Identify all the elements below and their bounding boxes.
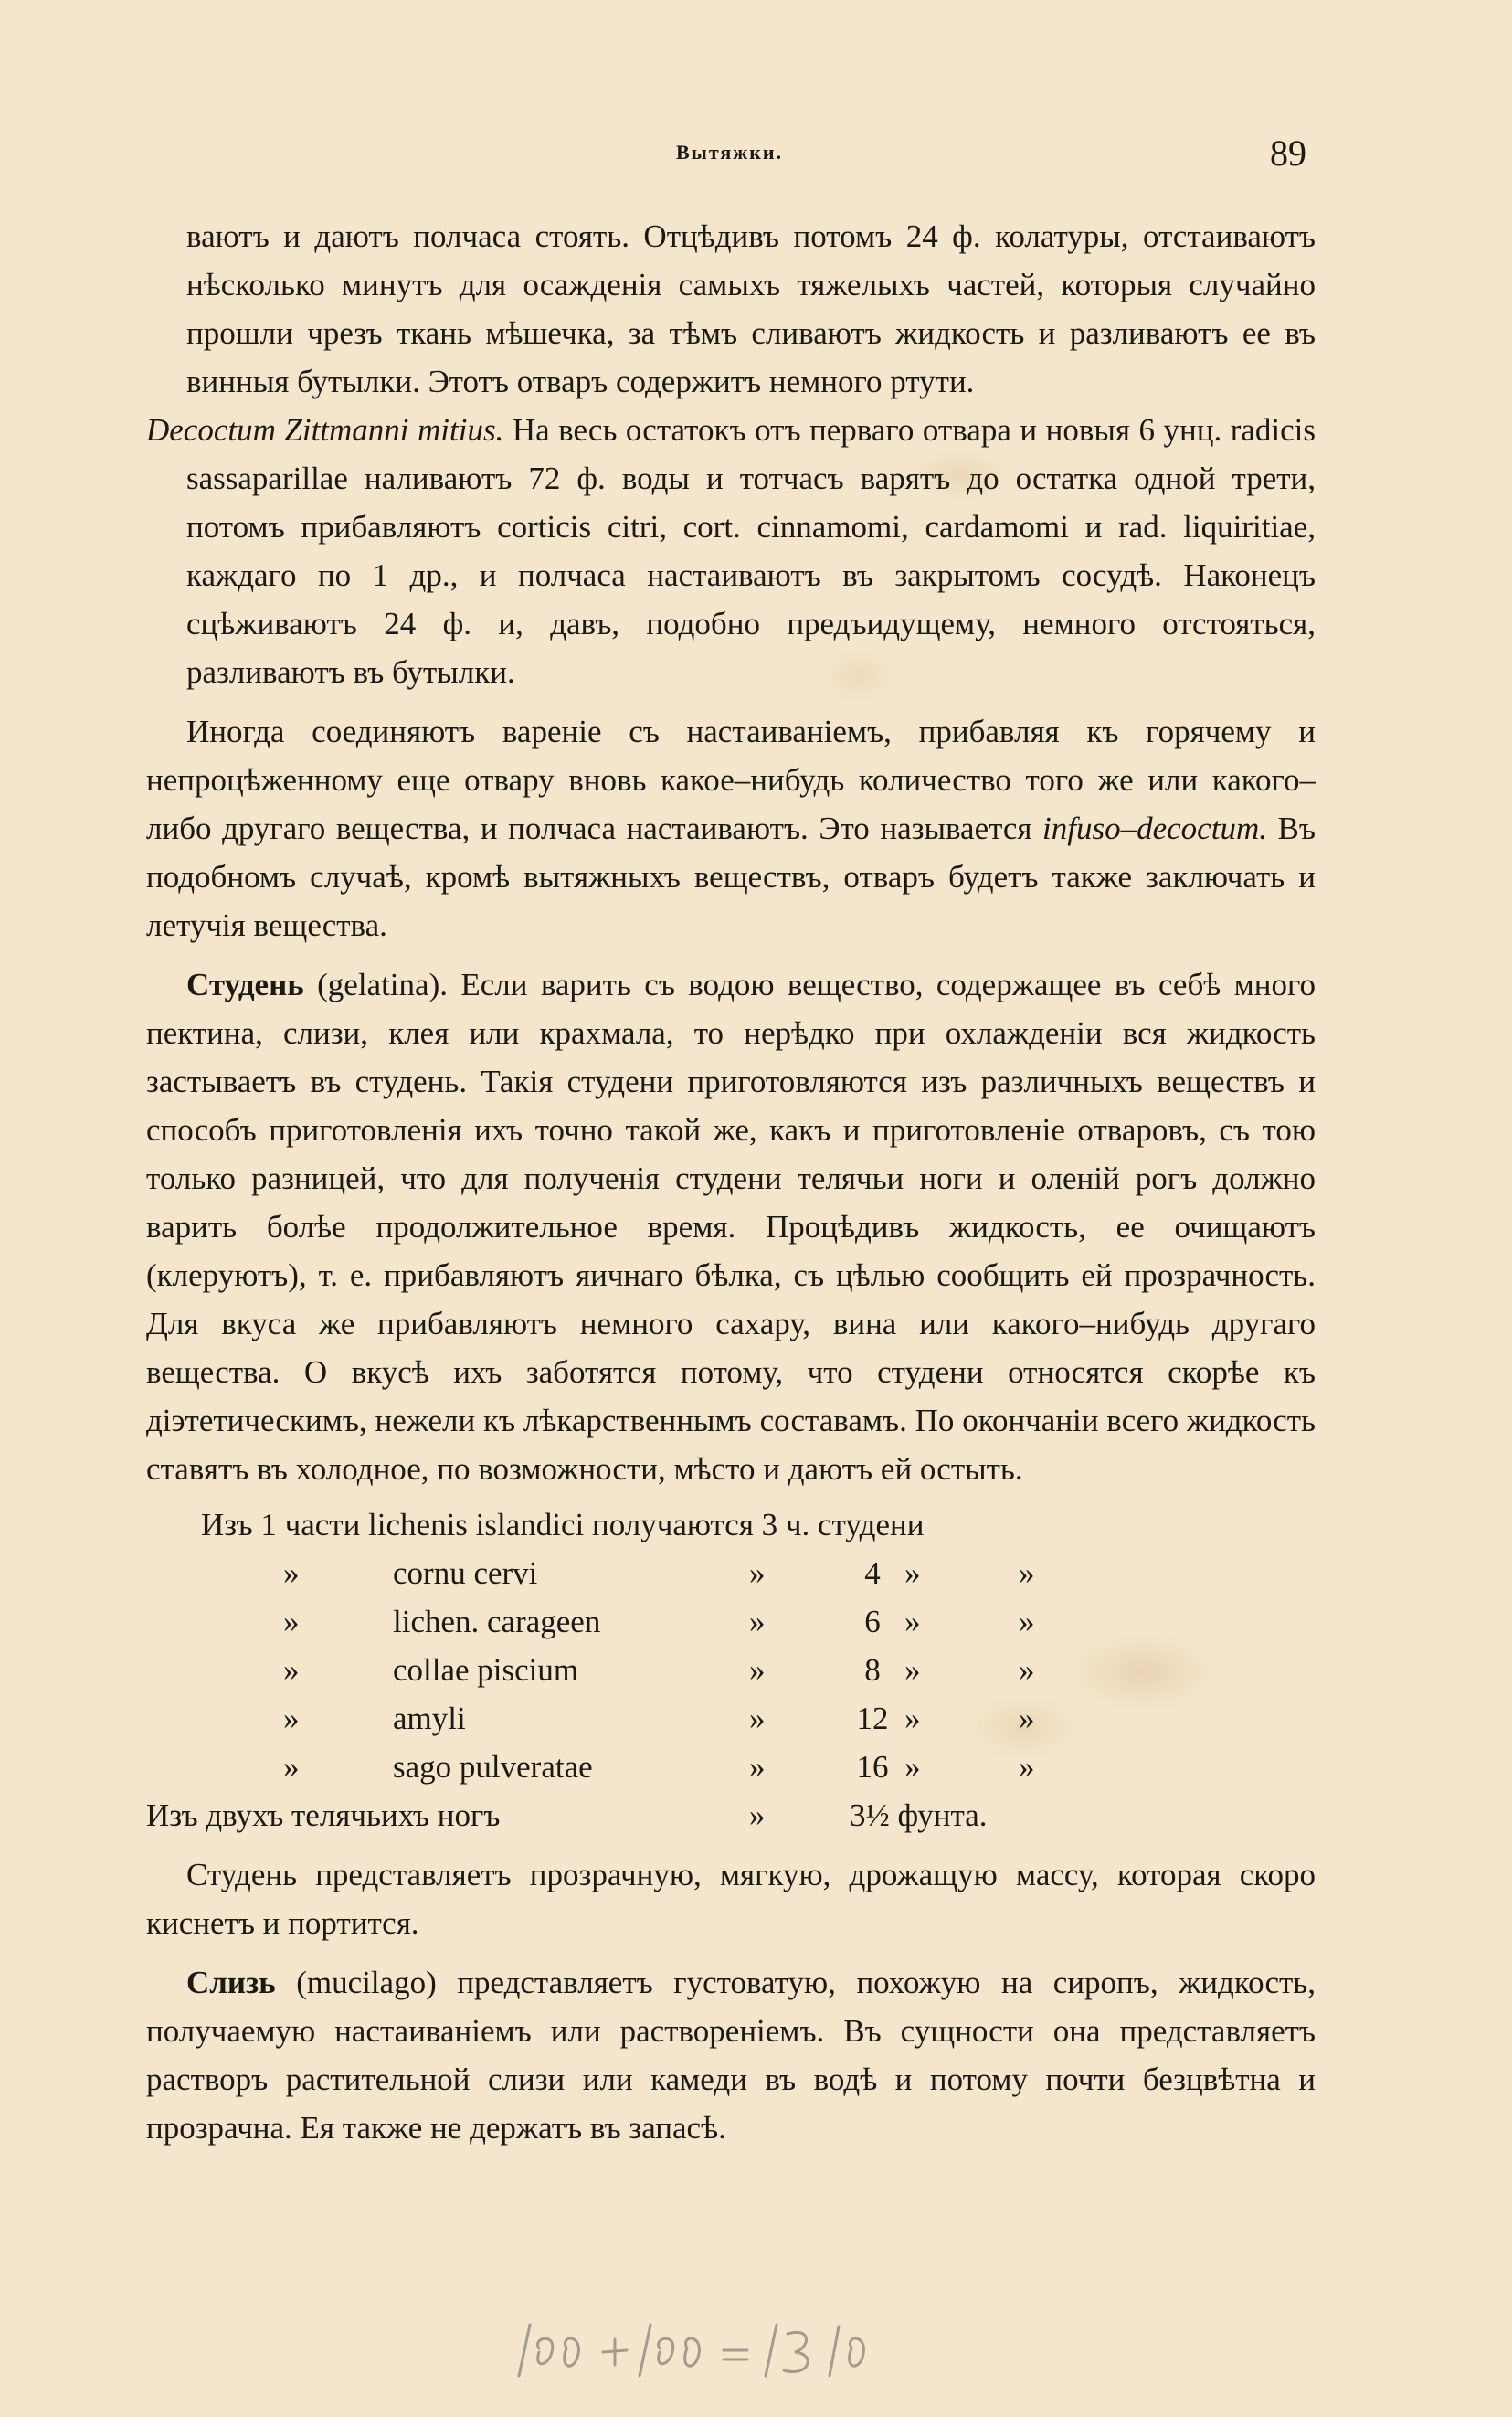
- term-infuso-decoctum: infuso–decoctum.: [1042, 811, 1267, 846]
- paragraph-gelatina: [146, 960, 1316, 1493]
- ditto-mark: »: [904, 1701, 921, 1736]
- running-title: Вытяжки.: [676, 141, 784, 164]
- ditto-mark: »: [749, 1749, 766, 1785]
- ditto-mark: »: [749, 1797, 766, 1833]
- paragraph-text: Въ подобномъ случаѣ, кромѣ вытяжныхъ веществъ, отваръ будетъ также заключать и летучія вещества.: [146, 811, 1316, 943]
- paragraph-infuso-decoctum: [146, 707, 1316, 949]
- paragraph-mucilago: [146, 1958, 1316, 2152]
- ditto-mark: »: [1019, 1555, 1035, 1591]
- handwritten-pencil-note: [512, 2312, 932, 2385]
- yield-amount: 4: [864, 1555, 881, 1591]
- table-row: [146, 1646, 1316, 1694]
- yield-amount: 12: [856, 1701, 889, 1736]
- table-row-lead: Изъ двухъ телячьихъ ногъ: [146, 1797, 501, 1833]
- ditto-mark: »: [749, 1604, 766, 1639]
- table-row: [146, 1791, 1316, 1839]
- table-row: [146, 1549, 1316, 1597]
- paragraph-gelatina-properties: Студень представляетъ прозрачную, мягкую, дрожащую массу, которая скоро киснетъ и портится.: [146, 1857, 1316, 1941]
- term-mucilago: Слизь: [186, 1965, 276, 2000]
- yield-amount: 8: [864, 1652, 881, 1688]
- ditto-mark: »: [749, 1701, 766, 1736]
- yield-amount: 16: [856, 1749, 889, 1785]
- table-row: [146, 1743, 1316, 1791]
- ditto-mark: »: [283, 1555, 300, 1591]
- ditto-mark: »: [283, 1749, 300, 1785]
- term-decoctum-zittmanni: Decoctum Zittmanni mitius.: [146, 412, 504, 448]
- paragraph-continuation: ваютъ и даютъ полчаса стоять. Отцѣдивъ потомъ 24 ф. колатуры, отстаиваютъ нѣсколько минутъ для осажденія самыхъ тяжелыхъ частей, которыя случайно прошли чрезъ ткань мѣшечка, за тѣмъ сливаютъ жидкость и разливаютъ ее въ винныя бутылки. Этотъ отваръ содержитъ немного ртути.: [186, 218, 1316, 399]
- paragraph-text: На весь остатокъ отъ перваго отвара и новыя 6 унц. radicis sassaparillae наливаютъ 72 ф. воды и тотчасъ варятъ до остатка одной трети, потомъ прибавляютъ corticis citri, cort. cinnamomi, cardamomi и rad. liquiritiae, каждаго по 1 др., и полчаса настаиваютъ въ закрытомъ сосудѣ. Наконецъ сцѣживаютъ 24 ф. и, давъ, подобно предъидущему, немного отстояться, разливаютъ въ бутылки.: [186, 412, 1316, 690]
- substance-name: amyli: [393, 1701, 466, 1736]
- gelatin-yield-table: [146, 1500, 1316, 1839]
- ditto-mark: »: [904, 1749, 921, 1785]
- ditto-mark: »: [904, 1652, 921, 1688]
- ditto-mark: »: [904, 1555, 921, 1591]
- ditto-mark: »: [749, 1555, 766, 1591]
- ditto-mark: »: [749, 1652, 766, 1688]
- table-row: [146, 1597, 1316, 1646]
- page-body: [146, 212, 1316, 2152]
- ditto-mark: »: [283, 1701, 300, 1736]
- ditto-mark: »: [1019, 1652, 1035, 1688]
- table-row: [146, 1694, 1316, 1743]
- ditto-mark: »: [283, 1604, 300, 1639]
- paragraph-decoctum-zittmanni: [146, 406, 1316, 696]
- ditto-mark: »: [283, 1652, 300, 1688]
- running-header: [0, 135, 1512, 172]
- page-number: 89: [1270, 133, 1306, 174]
- table-row-lead: Изъ 1 части lichenis islandici получаются 3 ч. студени: [201, 1507, 925, 1542]
- term-gelatina: Студень: [186, 967, 304, 1002]
- paragraph-text: (gelatina). Если варить съ водою вещество, содержащее въ себѣ много пектина, слизи, клея или крахмала, то нерѣдко при охлажденіи вся жидкость застываетъ въ студень. Такія студени приготовляются изъ различныхъ веществъ и способъ приготовленія ихъ точно такой же, какъ и приготовленіе отваровъ, съ тою только разницей, что для полученія студени телячьи ноги и оленій рогъ должно варить болѣе продолжительное время. Процѣдивъ жидкость, ее очищаютъ (клеруютъ), т. е. прибавляютъ яичнаго бѣлка, съ цѣлью сообщить ей прозрачность. Для вкуса же прибавляютъ немного сахару, вина или какого–нибудь другаго вещества. О вкусѣ ихъ заботятся потому, что студени относятся скорѣе къ діэтетическимъ, нежели къ лѣкарственнымъ составамъ. По окончаніи всего жидкость ставятъ въ холодное, по возможности, мѣсто и даютъ ей остыть.: [146, 967, 1316, 1487]
- substance-name: cornu cervi: [393, 1555, 538, 1591]
- table-row: [146, 1500, 1316, 1549]
- yield-amount: 3½ фунта.: [850, 1797, 988, 1833]
- ditto-mark: »: [904, 1604, 921, 1639]
- ditto-mark: »: [1019, 1749, 1035, 1785]
- substance-name: lichen. carageen: [393, 1604, 601, 1639]
- ditto-mark: »: [1019, 1604, 1035, 1639]
- yield-amount: 6: [864, 1604, 881, 1639]
- substance-name: collae piscium: [393, 1652, 579, 1688]
- paragraph-text: (mucilago) представляетъ густоватую, похожую на сиропъ, жидкость, получаемую настаиваніемъ или раствореніемъ. Въ сущности она представляетъ растворъ растительной слизи или камеди въ водѣ и потому почти безцвѣтна и прозрачна. Ея также не держатъ въ запасѣ.: [146, 1965, 1316, 2146]
- ditto-mark: »: [1019, 1701, 1035, 1736]
- paragraph-text: Иногда соединяютъ вареніе съ настаиваніемъ, прибавляя къ горячему и непроцѣженному еще отвару вновь какое–нибудь количество того же или какого–либо другаго вещества, и полчаса настаиваютъ. Это называется: [146, 714, 1316, 846]
- substance-name: sago pulveratae: [393, 1749, 593, 1785]
